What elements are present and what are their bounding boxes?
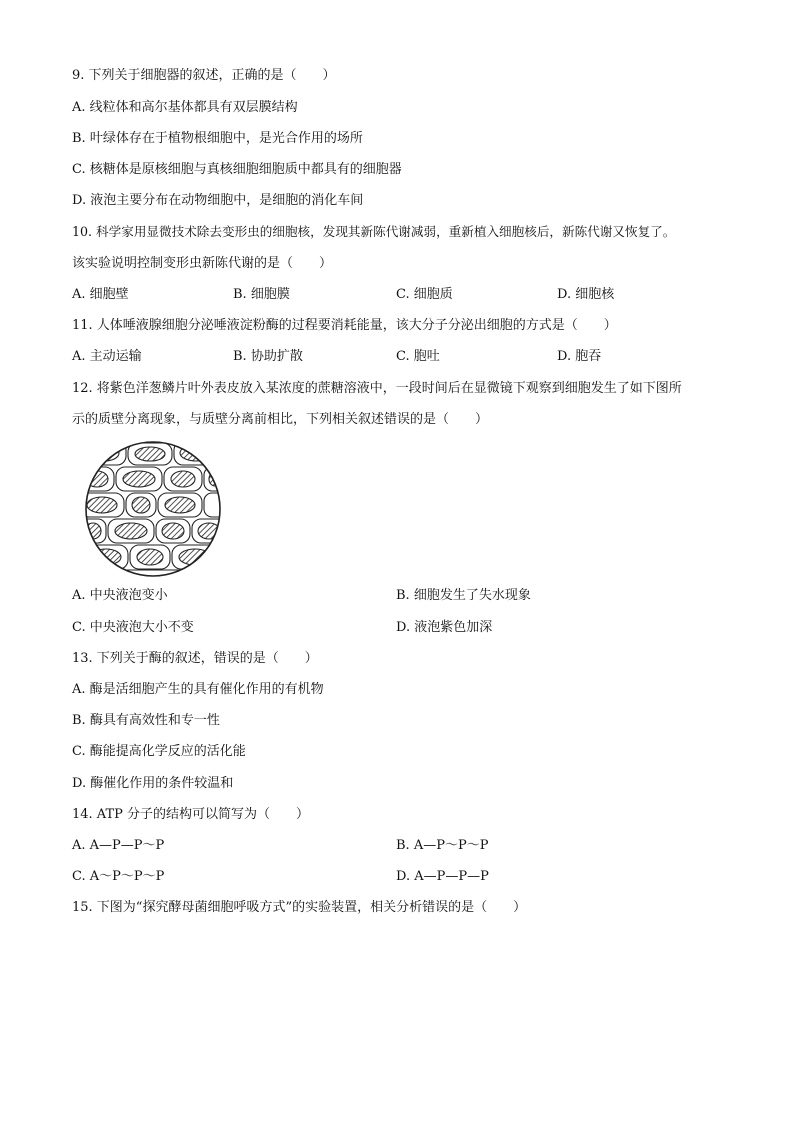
question-13-stem: 13. 下列关于酶的叙述，错误的是（ ） bbox=[72, 651, 318, 666]
question-12-stem: 12. 将紫色洋葱鳞片叶外表皮放入某浓度的蔗糖溶液中，一段时间后在显微镜下观察到细胞发生了如下图所 bbox=[72, 381, 682, 396]
question-12-option-c: C. 中央液泡大小不变 bbox=[72, 620, 194, 635]
question-9-option-b: B. 叶绿体存在于植物根细胞中，是光合作用的场所 bbox=[72, 131, 363, 146]
question-15-stem: 15. 下图为“探究酵母菌细胞呼吸方式”的实验装置，相关分析错误的是（ ） bbox=[72, 900, 527, 915]
plasmolysis-microscope-figure bbox=[78, 439, 228, 579]
question-11-option-c: C. 胞吐 bbox=[396, 349, 440, 364]
question-14-stem: 14. ATP 分子的结构可以简写为（ ） bbox=[72, 807, 310, 822]
question-11-stem: 11. 人体唾液腺细胞分泌唾液淀粉酶的过程要消耗能量，该大分子分泌出细胞的方式是（ ） bbox=[72, 318, 617, 333]
question-10-option-b: B. 细胞膜 bbox=[233, 287, 290, 302]
question-14-option-a: A. A—P—P～P bbox=[72, 838, 165, 853]
question-9-option-c: C. 核糖体是原核细胞与真核细胞细胞质中都具有的细胞器 bbox=[72, 162, 402, 177]
question-13-option-a: A. 酶是活细胞产生的具有催化作用的有机物 bbox=[72, 682, 324, 697]
question-10-option-c: C. 细胞质 bbox=[396, 287, 453, 302]
question-12-options-row-2 bbox=[72, 620, 732, 636]
question-9-option-d: D. 液泡主要分布在动物细胞中，是细胞的消化车间 bbox=[72, 193, 364, 208]
question-14-option-b: B. A—P～P～P bbox=[396, 838, 489, 853]
question-14-option-d: D. A—P—P—P bbox=[396, 869, 489, 884]
question-10-option-a: A. 细胞壁 bbox=[72, 287, 129, 302]
question-11-options bbox=[72, 349, 732, 365]
question-14-options-row-1 bbox=[72, 838, 732, 854]
question-10-stem-continued: 该实验说明控制变形虫新陈代谢的是（ ） bbox=[72, 256, 333, 271]
question-14-options-row-2 bbox=[72, 869, 732, 885]
question-11-option-b: B. 协助扩散 bbox=[233, 349, 303, 364]
question-12-option-a: A. 中央液泡变小 bbox=[72, 588, 168, 603]
question-14-option-c: C. A～P～P～P bbox=[72, 869, 165, 884]
question-11-option-d: D. 胞吞 bbox=[557, 349, 602, 364]
question-13-option-b: B. 酶具有高效性和专一性 bbox=[72, 713, 220, 728]
question-11-option-a: A. 主动运输 bbox=[72, 349, 142, 364]
question-10-options bbox=[72, 287, 732, 303]
question-12-option-d: D. 液泡紫色加深 bbox=[396, 620, 493, 635]
question-13-option-c: C. 酶能提高化学反应的活化能 bbox=[72, 744, 246, 759]
question-13-option-d: D. 酶催化作用的条件较温和 bbox=[72, 776, 234, 791]
question-12-options-row-1 bbox=[72, 588, 732, 604]
question-12-option-b: B. 细胞发生了失水现象 bbox=[396, 588, 531, 603]
question-9-option-a: A. 线粒体和高尔基体都具有双层膜结构 bbox=[72, 100, 298, 115]
question-9-stem: 9. 下列关于细胞器的叙述，正确的是（ ） bbox=[72, 68, 336, 83]
question-10-stem: 10. 科学家用显微技术除去变形虫的细胞核，发现其新陈代谢减弱，重新植入细胞核后，新陈代谢又恢复了。 bbox=[72, 224, 676, 239]
question-12-stem-continued: 示的质壁分离现象，与质壁分离前相比，下列相关叙述错误的是（ ） bbox=[72, 412, 489, 427]
question-10-option-d: D. 细胞核 bbox=[557, 287, 615, 302]
